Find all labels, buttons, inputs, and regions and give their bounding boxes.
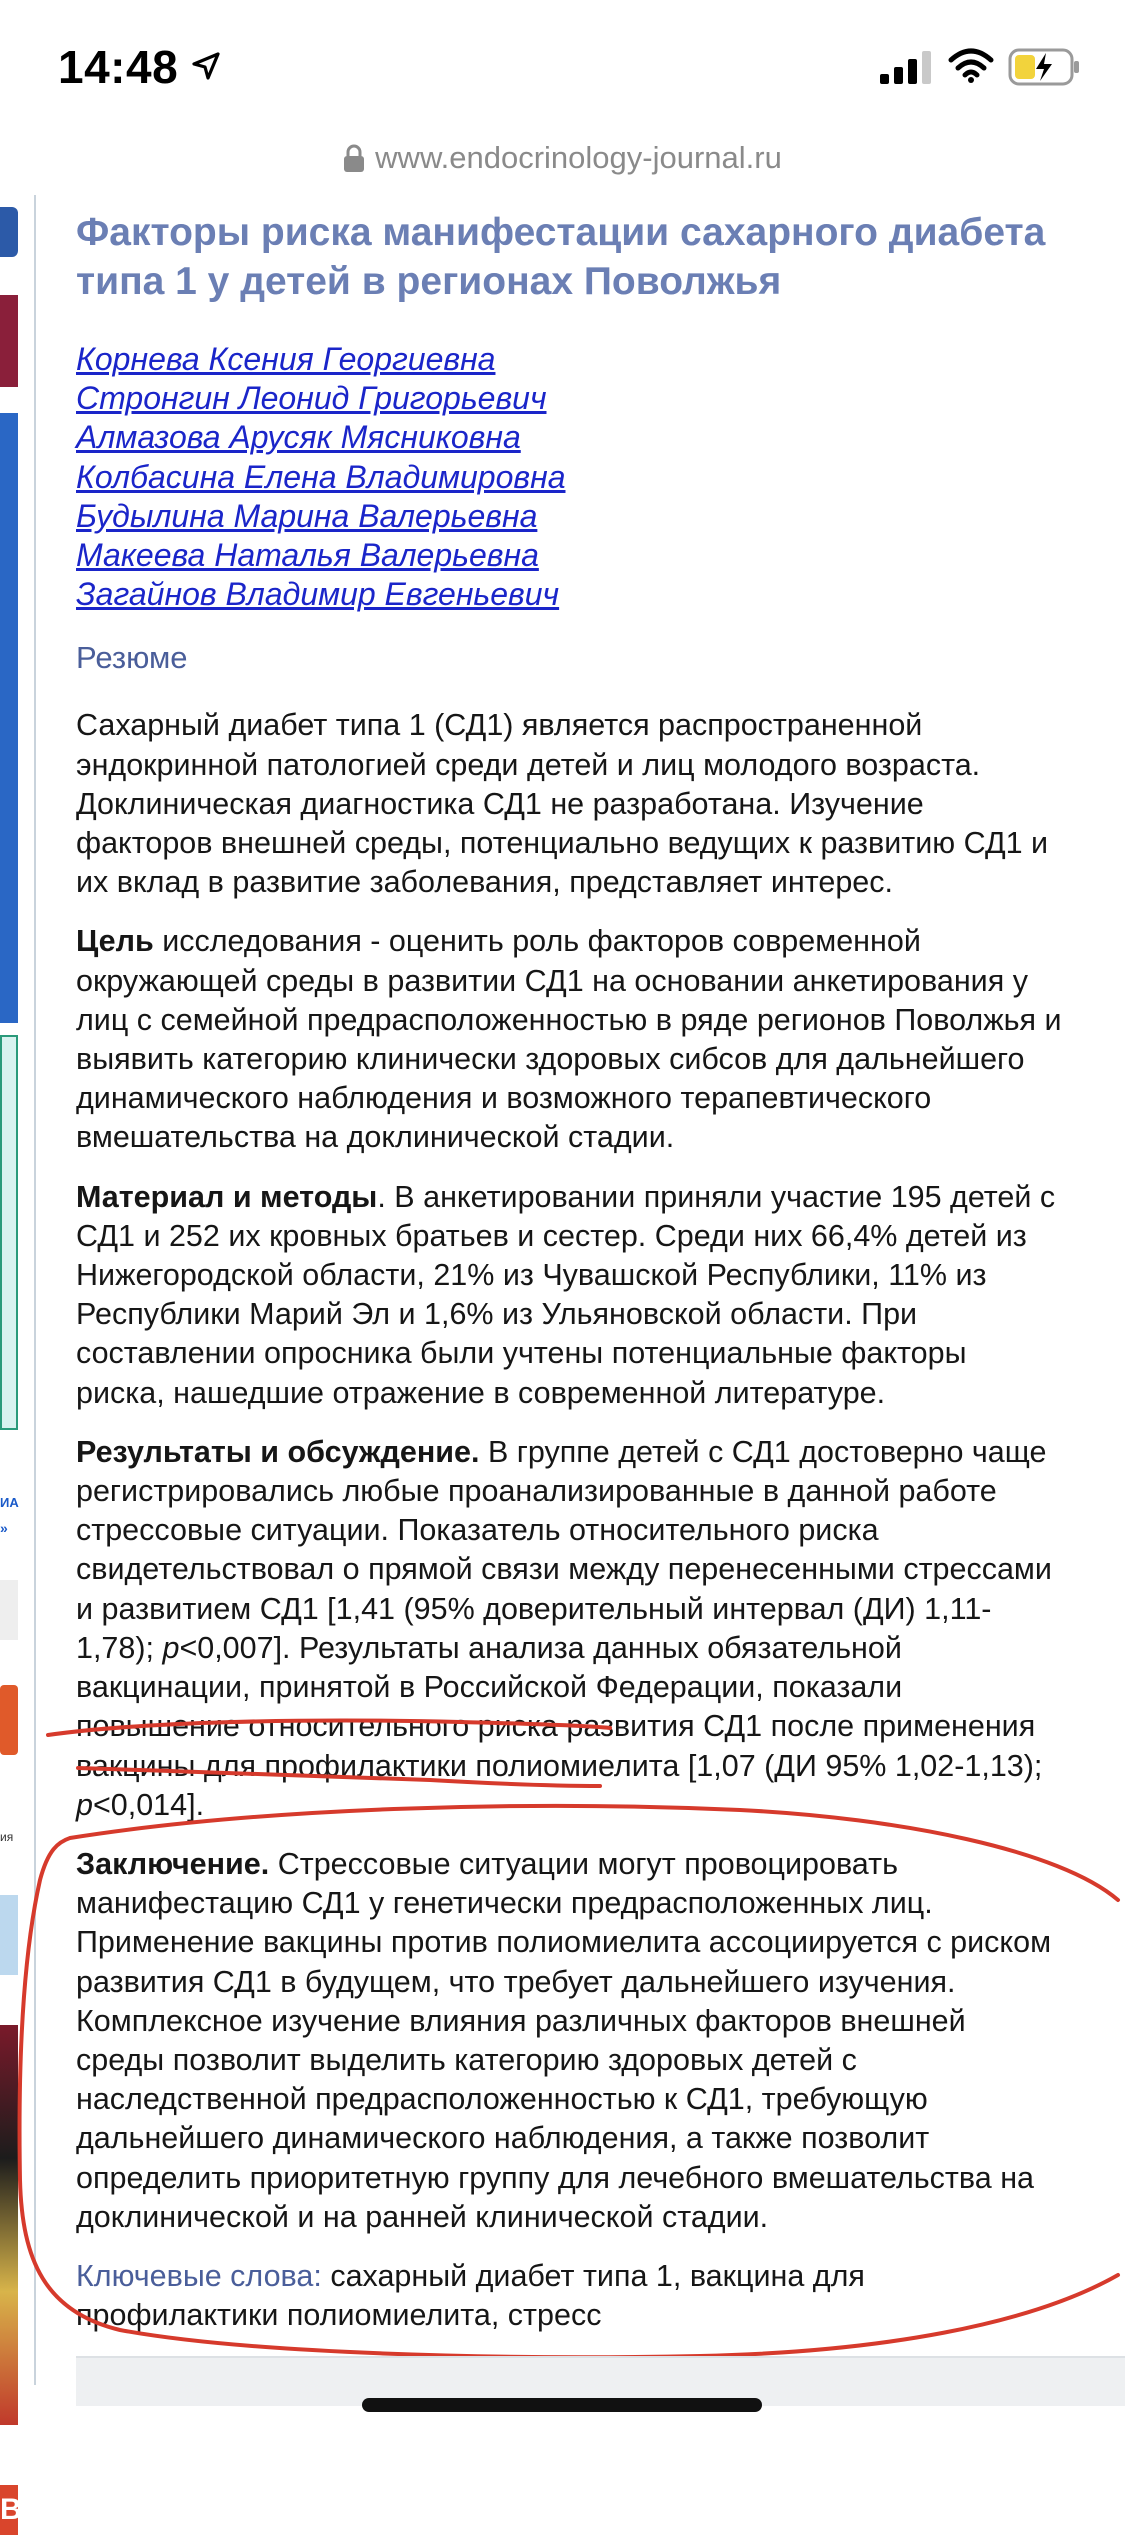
text-line: свидетельствовал о прямой связи между перенесенными стрессами: [76, 1552, 1052, 1587]
text-line: СД1 и 252 их кровных братьев и сестер. Среди них 66,4% детей из: [76, 1218, 1027, 1253]
author-link[interactable]: Колбасина Елена Владимировна: [76, 458, 566, 495]
text-line: Нижегородской области, 21% из Чувашской Республики, 11% из: [76, 1258, 987, 1293]
article-title-line: типа 1 у детей в регионах Поволжья: [76, 260, 782, 303]
author-link[interactable]: Стронгин Леонид Григорьевич: [76, 380, 547, 417]
sidebar-fragments: [0, 195, 22, 2526]
sidebar-thumb[interactable]: [0, 1895, 18, 1975]
keywords-paragraph: [76, 2257, 1125, 2335]
sidebar-orange-image[interactable]: [0, 1685, 18, 1755]
text-line: Доклиническая диагностика СД1 не разработана. Изучение: [76, 786, 924, 821]
sidebar-text: »: [0, 1520, 8, 1536]
text-line: их вклад в развитие заболевания, представляет интерес.: [76, 865, 893, 900]
p-value-symbol: p: [76, 1787, 93, 1822]
text-line: лиц с семейной предрасположенностью в ряде регионов Поволжья и: [76, 1002, 1062, 1037]
author-link[interactable]: Загайнов Владимир Евгеньевич: [76, 576, 560, 613]
text-line: развития СД1 в будущем, что требует дальнейшего изучения.: [76, 1964, 956, 1999]
sidebar-cover-image[interactable]: [0, 295, 18, 387]
text-line: <0,014].: [92, 1787, 205, 1822]
battery-charging-icon: [1008, 48, 1080, 86]
address-bar[interactable]: [0, 140, 1125, 190]
text-line: исследования - оценить роль факторов современной: [153, 924, 921, 959]
text-line: динамического наблюдения и возможного терапевтического: [76, 1081, 932, 1116]
text-line: дальнейшего динамического наблюдения, а также позволит: [76, 2121, 930, 2156]
text-line: вакцинации, принятой в Российской Федерации, показали: [76, 1670, 903, 1705]
text-line: определить приоритетную группу для лечебного вмешательства на: [76, 2160, 1035, 2195]
sidebar-text: ия: [0, 1830, 14, 1844]
summary-heading: Резюме: [76, 640, 188, 676]
text-line: . В анкетировании приняли участие 195 детей с: [377, 1179, 1056, 1214]
intro-paragraph: [76, 706, 1125, 902]
text-line: профилактики полиомиелита, стресс: [76, 2298, 602, 2333]
sidebar-green-box: [0, 1035, 18, 1430]
text-line: Сахарный диабет типа 1 (СД1) является распространенной: [76, 708, 923, 743]
text-line: <0,007]. Результаты анализа данных обязательной: [179, 1630, 902, 1665]
methods-label: Материал и методы: [76, 1179, 378, 1214]
text-line: выявить категорию клинически здоровых сибсов для дальнейшего: [76, 1042, 1025, 1077]
aim-label: Цель: [76, 924, 154, 959]
text-line: эндокринной патологией среди детей и лиц молодого возраста.: [76, 747, 981, 782]
author-link[interactable]: Корнева Ксения Георгиевна: [76, 341, 496, 377]
sidebar-text: ИА: [0, 1495, 19, 1510]
sidebar-book-covers[interactable]: [0, 2025, 18, 2425]
text-line: риска, нашедшие отражение в современной литературе.: [76, 1375, 886, 1410]
text-line: окружающей среды в развитии СД1 на основании анкетирования у: [76, 963, 1028, 998]
sidebar-thumb[interactable]: [0, 1580, 18, 1640]
text-line: среды позволит выделить категорию здоровых детей с: [76, 2042, 857, 2077]
author-list: [76, 340, 1125, 614]
location-arrow-icon: [190, 50, 222, 82]
text-line: манифестацию СД1 у генетически предрасположенных лиц.: [76, 1886, 933, 1921]
methods-paragraph: [76, 1178, 1125, 1413]
text-line: вакцины для профилактики полиомиелита [1,07 (ДИ 95% 1,02-1,13);: [76, 1748, 1043, 1783]
text-line: регистрировались любые проанализированные в данной работе: [76, 1474, 997, 1509]
text-line: Комплексное изучение влияния различных факторов внешней: [76, 2003, 966, 2038]
text-line: составлении опросника были учтены потенциальные факторы: [76, 1336, 967, 1371]
conclusion-paragraph: [76, 1845, 1125, 2237]
sidebar-banner-image[interactable]: [0, 413, 18, 1023]
wifi-icon: [948, 48, 994, 84]
status-bar: [0, 0, 1125, 140]
url-text: www.endocrinology-journal.ru: [375, 140, 782, 175]
cellular-signal-icon: [880, 50, 932, 84]
aim-paragraph: [76, 922, 1125, 1157]
text-line: и развитием СД1 [1,41 (95% доверительный интервал (ДИ) 1,11-: [76, 1591, 992, 1626]
article: [76, 208, 1125, 2335]
sidebar-divider: [34, 195, 36, 2385]
author-link[interactable]: Алмазова Арусяк Мясниковна: [76, 419, 521, 456]
text-line: факторов внешней среды, потенциально ведущих к развитию СД1 и: [76, 826, 1049, 861]
status-time: 14:48: [58, 41, 179, 93]
text-line: вмешательства на доклинической стадии.: [76, 1120, 675, 1155]
sidebar-blue-button[interactable]: [0, 207, 18, 257]
article-title-line: Факторы риска манифестации сахарного диабета: [76, 211, 1046, 254]
p-value-symbol: p: [162, 1630, 180, 1665]
text-line: 1,78);: [76, 1630, 163, 1665]
text-line: стрессовые ситуации. Показатель относительного риска: [76, 1513, 879, 1548]
author-link[interactable]: Будылина Марина Валерьевна: [76, 497, 538, 534]
results-label: Результаты и обсуждение.: [76, 1434, 480, 1469]
text-line: Применение вакцины против полиомиелита ассоциируется с риском: [76, 1925, 1052, 1960]
article-title: [76, 208, 1125, 306]
text-line: доклинической и на ранней клинической стадии.: [76, 2199, 769, 2234]
lock-icon: [343, 143, 365, 173]
home-indicator[interactable]: [362, 2398, 762, 2412]
text-line: повышение относительного риска развития СД1 после применения: [76, 1709, 1036, 1744]
text-line: наследственной предрасположенностью к СД1, требующую: [76, 2082, 928, 2117]
text-line: Стрессовые ситуации могут провоцировать: [269, 1846, 898, 1881]
text-line: В группе детей с СД1 достоверно чаще: [479, 1434, 1047, 1469]
text-line: Республики Марий Эл и 1,6% из Ульяновской области. При: [76, 1297, 918, 1332]
keywords-label: Ключевые слова:: [76, 2258, 322, 2293]
text-line: сахарный диабет типа 1, вакцина для: [321, 2258, 865, 2293]
conclusion-label: Заключение.: [76, 1846, 270, 1881]
results-paragraph: [76, 1433, 1125, 1825]
author-link[interactable]: Макеева Наталья Валерьевна: [76, 537, 539, 574]
sidebar-red-badge[interactable]: В: [0, 2485, 18, 2535]
